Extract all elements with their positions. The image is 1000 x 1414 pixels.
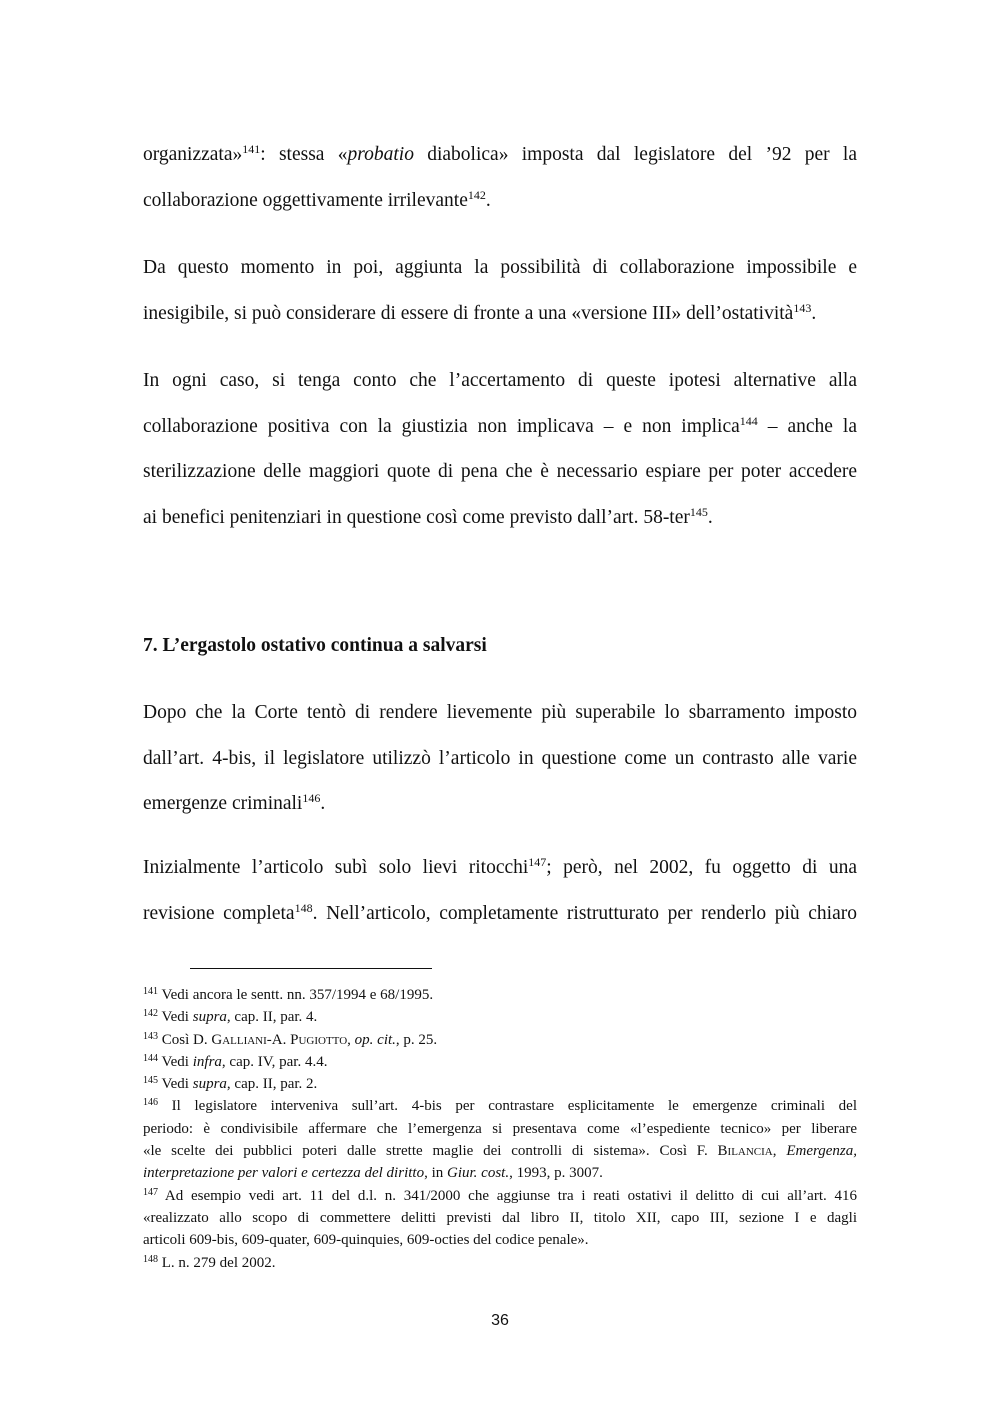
footnote-separator xyxy=(190,968,432,969)
footnote-text: -A. P xyxy=(266,1031,299,1048)
footnote-number: 141 xyxy=(143,986,158,997)
page-number: 36 xyxy=(491,1312,509,1329)
text-line xyxy=(143,900,857,950)
footnote-line xyxy=(143,1162,857,1184)
text-line: sterilizzazione delle maggiori quote di pena che è necessario espiare per poter accedere xyxy=(143,461,857,482)
text-span: diabolica» imposta dal legislatore del ’92 per la xyxy=(413,144,857,165)
small-caps-text: alliani xyxy=(222,1031,267,1048)
text-line xyxy=(143,504,857,554)
text-line xyxy=(143,791,857,840)
text-span: . Nell’articolo, completamente ristrutturato per renderlo più chiaro xyxy=(312,902,857,924)
small-caps-text: ilancia xyxy=(727,1143,773,1160)
text-line xyxy=(143,855,857,904)
footnote-line xyxy=(143,1095,857,1117)
footnote-line xyxy=(143,1051,857,1073)
text-line xyxy=(143,300,857,350)
italic-text: probatio xyxy=(347,144,414,165)
footnotes-section xyxy=(143,984,857,1274)
text-line xyxy=(143,413,857,463)
footnote-141 xyxy=(143,984,857,1006)
paragraph-1 xyxy=(143,142,857,236)
text-span: emergenze criminali xyxy=(143,793,303,814)
footnote-line: «realizzato allo scopo di commettere delitti previsti dal libro II, titolo XII, capo III, sezione I e dagli xyxy=(143,1209,857,1226)
footnote-text: Vedi xyxy=(158,1009,193,1026)
text-span: . xyxy=(811,302,817,324)
text-line: dall’art. 4-bis, il legislatore utilizzò l’articolo in questione come un contrasto alle varie xyxy=(143,747,857,769)
footnote-145 xyxy=(143,1073,857,1095)
italic-text: infra xyxy=(192,1053,222,1070)
footnote-text: , xyxy=(772,1143,787,1160)
footnote-ref-141[interactable]: 141 xyxy=(242,142,261,156)
text-span: – anche la xyxy=(757,415,857,437)
footnote-148 xyxy=(143,1252,857,1274)
footnote-number: 143 xyxy=(143,1030,158,1042)
footnote-142 xyxy=(143,1006,857,1028)
small-caps-text: ugiotto xyxy=(298,1031,348,1048)
footnote-ref-146[interactable]: 146 xyxy=(302,791,321,805)
text-span: . xyxy=(320,793,326,814)
footnote-147 xyxy=(143,1185,857,1252)
footnote-ref-147[interactable]: 147 xyxy=(528,855,547,869)
footnote-146 xyxy=(143,1095,857,1184)
italic-text: supra xyxy=(192,1076,227,1093)
text-span: : stessa « xyxy=(260,144,348,165)
footnote-text: Vedi xyxy=(158,1076,193,1093)
footnote-ref-148[interactable]: 148 xyxy=(294,900,313,915)
footnote-line xyxy=(143,1029,857,1051)
footnote-ref-143[interactable]: 143 xyxy=(793,300,812,315)
text-span: collaborazione positiva con la giustizia non implicava – e non implica xyxy=(143,415,740,437)
footnote-text: , xyxy=(347,1031,355,1048)
footnote-text: Così D. G xyxy=(158,1031,223,1048)
footnote-ref-142[interactable]: 142 xyxy=(467,187,486,202)
footnote-line xyxy=(143,1140,857,1162)
text-line xyxy=(143,187,857,237)
footnote-number: 147 xyxy=(143,1186,158,1198)
footnote-text: «le scelte dei pubblici poteri dalle strette maglie dei controlli di sistema». Così F. B xyxy=(143,1143,728,1160)
footnote-144 xyxy=(143,1051,857,1073)
footnote-line xyxy=(143,1252,857,1274)
text-span: ai benefici penitenziari in questione così come previsto dall’art. 58-ter xyxy=(143,506,690,528)
footnote-number: 144 xyxy=(143,1052,158,1064)
footnote-line xyxy=(143,1006,857,1028)
text-line xyxy=(143,142,857,191)
footnote-text: Vedi ancora le sentt. nn. 357/1994 e 68/1995. xyxy=(158,987,434,1003)
text-span: collaborazione oggettivamente irrilevante xyxy=(143,189,468,211)
footnote-line xyxy=(143,984,857,1006)
footnote-text: Ad esempio vedi art. 11 del d.l. n. 341/2000 che aggiunse tra i reati ostativi il delitto di cui all’art. 416 xyxy=(158,1187,857,1204)
italic-text: Emergenza, xyxy=(786,1143,858,1160)
text-line: Dopo che la Corte tentò di rendere lievemente più superabile lo sbarramento imposto xyxy=(143,702,857,723)
footnote-line: articoli 609-bis, 609-quater, 609-quinquies, 609-octies del codice penale». xyxy=(143,1232,589,1249)
footnote-text: , 1993, p. 3007. xyxy=(509,1165,603,1182)
text-span: organizzata» xyxy=(143,144,243,165)
footnote-text: L. n. 279 del 2002. xyxy=(158,1254,276,1271)
footnote-ref-144[interactable]: 144 xyxy=(739,413,758,428)
footnote-text: Il legislatore interveniva sull’art. 4-bis per contrastare esplicitamente le emergenze criminali del xyxy=(158,1098,857,1115)
paragraph-2 xyxy=(143,258,857,349)
footnote-number: 142 xyxy=(143,1008,158,1020)
italic-text: interpretazione per valori e certezza del diritto xyxy=(143,1165,425,1182)
footnote-number: 145 xyxy=(143,1075,158,1087)
text-span: . xyxy=(707,506,713,528)
italic-text: Giur. cost. xyxy=(447,1165,510,1182)
footnote-text: , cap. II, par. 4. xyxy=(226,1009,318,1026)
text-span: Inizialmente l’articolo subì solo lievi ritocchi xyxy=(143,857,529,878)
footnote-number: 146 xyxy=(143,1097,158,1109)
text-span: inesigibile, si può considerare di essere di fronte a una «versione III» dell’ostatività xyxy=(143,302,794,324)
paragraph-4 xyxy=(143,703,857,840)
paragraph-3 xyxy=(143,371,857,553)
footnote-text: , cap. IV, par. 4.4. xyxy=(221,1053,328,1070)
footnote-line: periodo: è condivisibile affermare che l’emergenza si presentava come «l’espediente tecnico» per liberare xyxy=(143,1120,857,1137)
footnote-line xyxy=(143,1073,857,1095)
footnote-text: , cap. II, par. 2. xyxy=(226,1076,318,1093)
footnote-line xyxy=(143,1185,857,1207)
footnote-text: , in xyxy=(424,1165,447,1182)
text-span: ; però, nel 2002, fu oggetto di una xyxy=(546,857,857,878)
footnote-text: Vedi xyxy=(158,1053,193,1070)
footnote-ref-145[interactable]: 145 xyxy=(689,504,708,519)
paragraph-5 xyxy=(143,855,857,949)
text-line: In ogni caso, si tenga conto che l’accertamento di queste ipotesi alternative alla xyxy=(143,370,857,391)
footnote-number: 148 xyxy=(143,1253,158,1265)
section-heading: 7. L’ergastolo ostativo continua a salvarsi xyxy=(143,635,487,656)
footnote-text: , p. 25. xyxy=(395,1031,438,1048)
italic-text: op. cit. xyxy=(354,1031,396,1048)
text-line: Da questo momento in poi, aggiunta la possibilità di collaborazione impossibile e xyxy=(143,257,857,278)
text-span: revisione completa xyxy=(143,902,295,924)
italic-text: supra xyxy=(192,1009,227,1026)
text-span: . xyxy=(485,189,491,211)
footnote-143 xyxy=(143,1029,857,1051)
